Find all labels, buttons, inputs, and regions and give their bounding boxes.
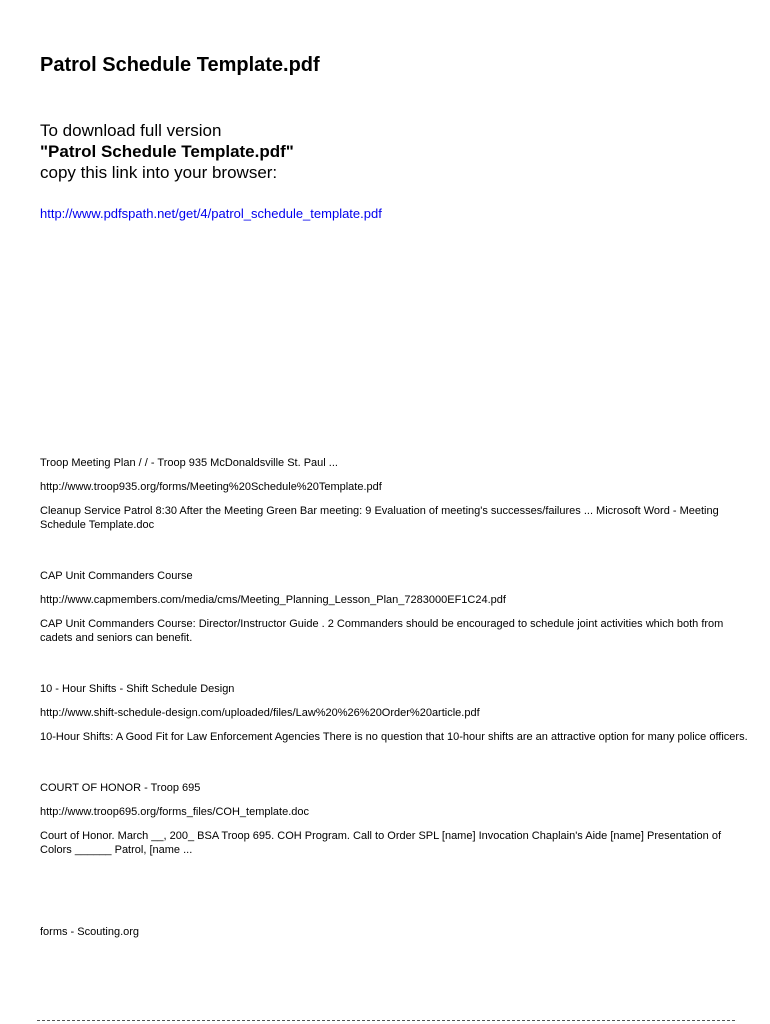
download-instruction-text: copy this link into your browser: [40,163,278,182]
result-description: 10-Hour Shifts: A Good Fit for Law Enforcement Agencies There is no question that 10-hour shifts are an attractive option for many police officers. [40,731,748,743]
page-footer-divider [37,1020,735,1021]
download-file-name: "Patrol Schedule Template.pdf" [40,142,294,161]
result-item [40,781,755,857]
page-title: Patrol Schedule Template.pdf [40,54,320,76]
result-item [40,682,755,744]
result-title: COURT OF HONOR - Troop 695 [40,782,201,794]
download-instructions [40,120,640,183]
result-item [40,569,755,645]
result-url[interactable]: http://www.capmembers.com/media/cms/Meeting_Planning_Lesson_Plan_7283000EF1C24.pdf [40,594,506,606]
result-description: Court of Honor. March __, 200_ BSA Troop 695. COH Program. Call to Order SPL [name] Invocation Chaplain's Aide [name] Presentation of Colors ______ Patrol, [name ... [40,830,721,856]
result-item [40,456,755,532]
result-url[interactable]: http://www.shift-schedule-design.com/uploaded/files/Law%20%26%20Order%20article.pdf [40,707,480,719]
result-description: CAP Unit Commanders Course: Director/Instructor Guide . 2 Commanders should be encouraged to schedule joint activities which both from cadets and seniors can benefit. [40,618,724,644]
result-title: Troop Meeting Plan / / - Troop 935 McDonaldsville St. Paul ... [40,457,338,469]
download-intro-text: To download full version [40,121,222,140]
result-url[interactable]: http://www.troop935.org/forms/Meeting%20Schedule%20Template.pdf [40,481,382,493]
result-title-last: forms - Scouting.org [40,926,140,938]
result-title: CAP Unit Commanders Course [40,570,193,582]
result-url[interactable]: http://www.troop695.org/forms_files/COH_template.doc [40,806,310,818]
result-description: Cleanup Service Patrol 8:30 After the Meeting Green Bar meeting: 9 Evaluation of meeting's successes/failures ... Microsoft Word - Meeting Schedule Template.doc [40,505,719,531]
results-list [40,456,755,894]
download-link[interactable]: http://www.pdfspath.net/get/4/patrol_schedule_template.pdf [40,206,382,221]
result-title: 10 - Hour Shifts - Shift Schedule Design [40,683,235,695]
